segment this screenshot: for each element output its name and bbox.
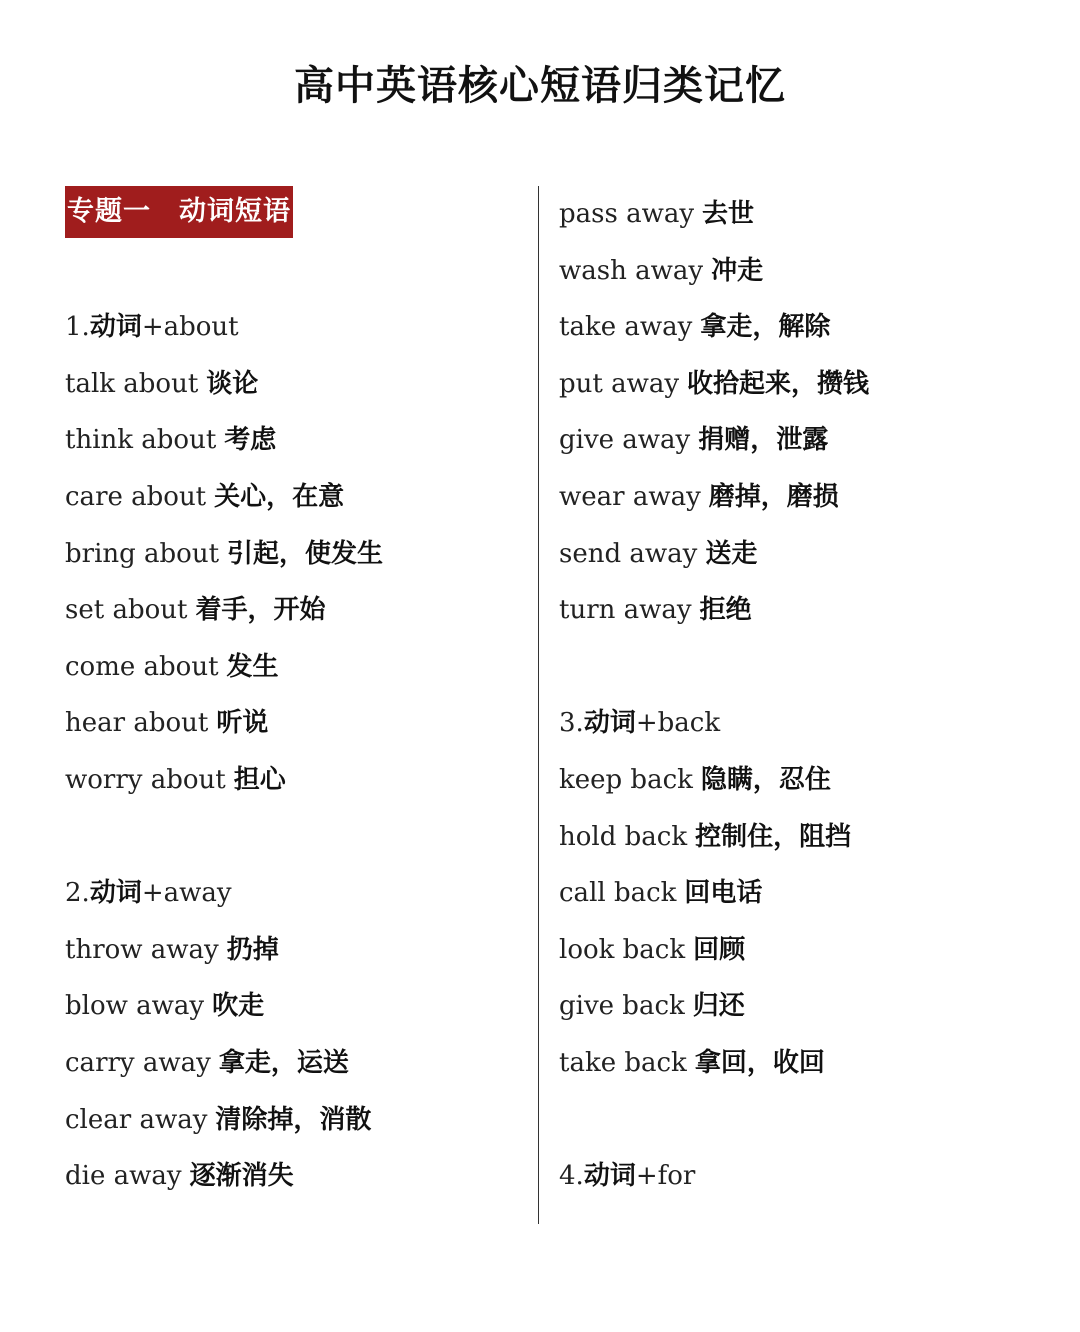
phrase-english: worry about [65,764,226,795]
phrase-english: hold back [559,821,688,852]
phrase-chinese: 吹走 [212,991,265,1022]
phrase-row [559,865,1019,922]
group-suffix: +away [141,878,232,909]
phrase-row [65,639,525,696]
phrase-row [65,412,525,469]
phrase-english: wear away [559,481,701,512]
phrase-chinese: 控制住，阻挡 [695,821,852,852]
group-heading-about [65,299,525,356]
phrase-chinese: 逐渐消失 [189,1161,294,1192]
phrase-chinese: 考虑 [224,425,277,456]
phrase-row [65,1092,525,1149]
phrase-row [65,526,525,583]
phrase-row [65,469,525,526]
phrase-english: blow away [65,991,205,1022]
phrase-chinese: 拒绝 [699,595,752,626]
phrase-english: think about [65,425,217,456]
phrase-english: set about [65,595,188,626]
group-suffix: +back [635,708,721,739]
section-badge: 专题一 动词短语 [65,186,293,238]
group-keyword: 动词 [583,708,636,739]
phrase-chinese: 收拾起来，攒钱 [687,368,870,399]
phrase-row [65,978,525,1035]
phrase-chinese: 拿回，收回 [694,1047,825,1078]
phrase-row [559,582,1019,639]
phrase-chinese: 发生 [226,651,279,682]
phrase-chinese: 关心，在意 [214,481,345,512]
phrase-row [559,356,1019,413]
phrase-chinese: 隐瞒，忍住 [700,764,831,795]
phrase-row [65,1035,525,1092]
phrase-english: come about [65,651,219,682]
phrase-english: send away [559,538,698,569]
phrase-english: throw away [65,934,219,965]
phrase-chinese: 谈论 [206,368,259,399]
phrase-chinese: 送走 [705,538,758,569]
phrase-chinese: 拿走，解除 [700,312,831,343]
phrase-chinese: 扔掉 [226,934,279,965]
section-badge-row [65,186,525,299]
phrase-chinese: 担心 [233,764,286,795]
phrase-english: die away [65,1161,182,1192]
group-keyword: 动词 [583,1161,636,1192]
phrase-english: clear away [65,1104,208,1135]
phrase-row [65,1148,525,1205]
phrase-chinese: 引起，使发生 [227,538,384,569]
group-keyword: 动词 [89,878,142,909]
phrase-english: pass away [559,199,695,229]
phrase-english: bring about [65,538,220,569]
left-column [65,186,525,1205]
group-number: 2. [65,878,90,909]
phrase-row [559,299,1019,356]
page-title: 高中英语核心短语归类记忆 [294,63,786,109]
group-heading-back [559,695,1019,752]
phrase-row [559,752,1019,809]
group-number: 4. [559,1161,584,1192]
right-column [559,186,1019,1205]
group-number: 1. [65,312,90,343]
phrase-chinese: 清除掉，消散 [215,1104,372,1135]
phrase-english: give back [559,991,685,1022]
phrase-english: take away [559,312,693,343]
phrase-english: care about [65,481,207,512]
phrase-row [65,582,525,639]
phrase-row [559,469,1019,526]
phrase-row [65,695,525,752]
phrase-english: wash away [559,255,704,286]
spacer [559,1092,1019,1149]
phrase-english: take back [559,1047,687,1078]
phrase-english: keep back [559,764,693,795]
phrase-english: carry away [65,1047,211,1078]
phrase-row [559,412,1019,469]
spacer [559,639,1019,696]
phrase-english: put away [559,368,680,399]
phrase-row [559,809,1019,866]
phrase-english: turn away [559,595,692,626]
spacer [65,809,525,866]
phrase-chinese: 回顾 [693,934,746,965]
phrase-english: talk about [65,368,199,399]
phrase-chinese: 归还 [692,991,745,1022]
phrase-chinese: 去世 [702,199,755,229]
column-divider [538,186,539,1224]
phrase-chinese: 回电话 [684,878,763,909]
group-suffix: +for [635,1161,696,1192]
phrase-chinese: 着手，开始 [195,595,326,626]
group-number: 3. [559,708,584,739]
group-heading-away [65,865,525,922]
group-suffix: +about [141,312,239,343]
phrase-chinese: 磨掉，磨损 [708,481,839,512]
phrase-row [559,186,1019,243]
phrase-english: look back [559,934,686,965]
group-keyword: 动词 [89,312,142,343]
group-heading-for [559,1148,1019,1205]
phrase-chinese: 听说 [216,708,269,739]
phrase-row [559,1035,1019,1092]
phrase-row [65,356,525,413]
phrase-chinese: 捐赠，泄露 [698,425,829,456]
phrase-english: give away [559,425,691,456]
phrase-row [559,526,1019,583]
phrase-english: hear about [65,708,209,739]
phrase-chinese: 冲走 [711,255,764,286]
phrase-row [559,243,1019,300]
phrase-english: call back [559,878,677,909]
phrase-row [65,752,525,809]
phrase-chinese: 拿走，运送 [218,1047,349,1078]
phrase-row [65,922,525,979]
phrase-row [559,922,1019,979]
phrase-row [559,978,1019,1035]
